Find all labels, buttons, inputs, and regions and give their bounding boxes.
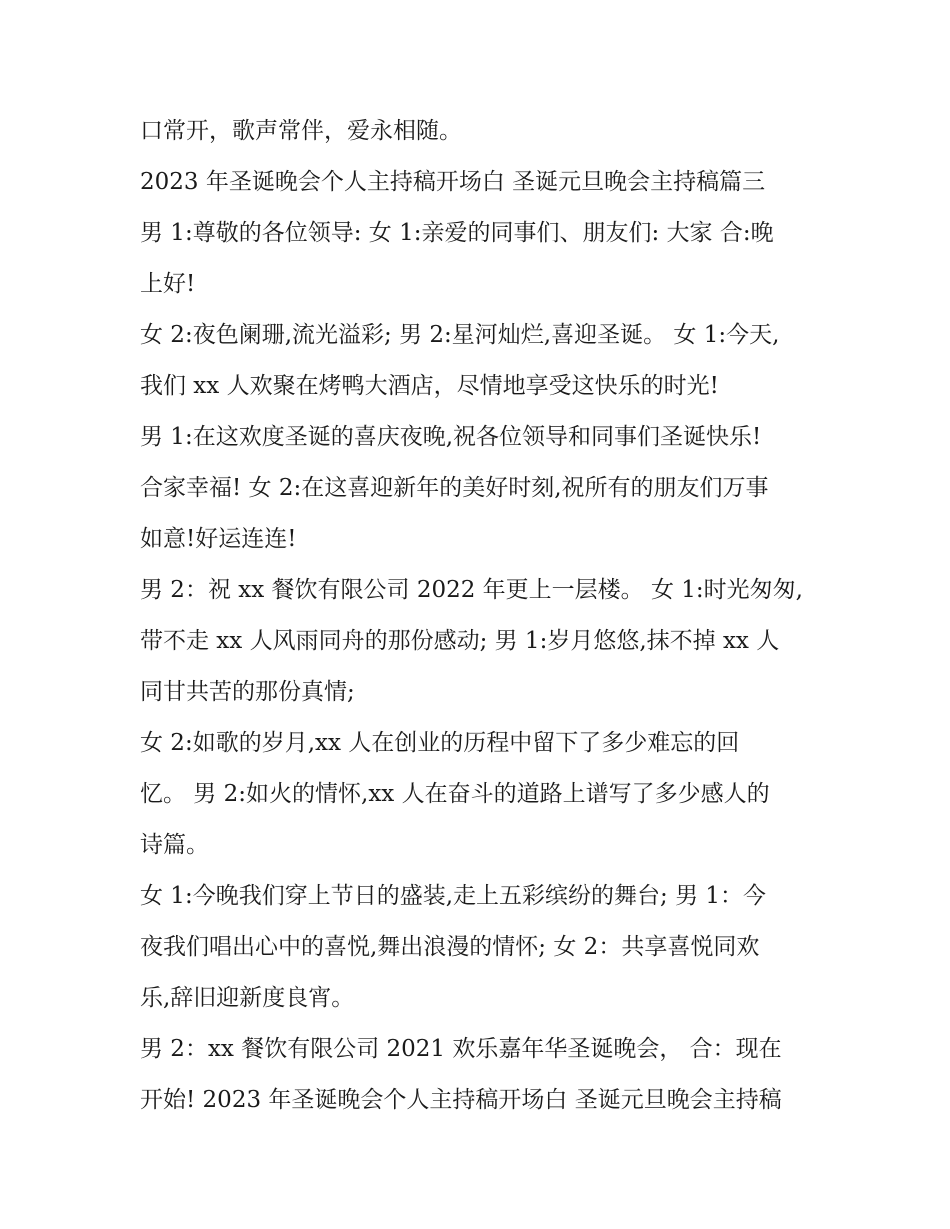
text-line: 女 1:今晚我们穿上节日的盛装,走上五彩缤纷的舞台; 男 1：今 bbox=[140, 883, 767, 909]
text-line: 乐,辞旧迎新度良宵。 bbox=[140, 985, 355, 1011]
text-line: 女 2:夜色阑珊,流光溢彩; 男 2:星河灿烂,喜迎圣诞。 女 1:今天, bbox=[140, 322, 780, 348]
text-line: 口常开，歌声常伴，爱永相随。 bbox=[140, 118, 462, 144]
text-line: 忆。 男 2:如火的情怀,xx 人在奋斗的道路上谱写了多少感人的 bbox=[140, 781, 770, 807]
text-line: 开始! 2023 年圣诞晚会个人主持稿开场白 圣诞元旦晚会主持稿 bbox=[140, 1087, 782, 1113]
text-line: 2023 年圣诞晚会个人主持稿开场白 圣诞元旦晚会主持稿篇三 bbox=[140, 169, 766, 195]
text-line: 男 2：祝 xx 餐饮有限公司 2022 年更上一层楼。 女 1:时光匆匆, bbox=[140, 577, 803, 603]
text-line: 男 1:尊敬的各位领导: 女 1:亲爱的同事们、朋友们: 大家 合:晚 bbox=[140, 220, 774, 246]
text-line: 男 2：xx 餐饮有限公司 2021 欢乐嘉年华圣诞晚会， 合：现在 bbox=[140, 1036, 782, 1062]
text-line: 夜我们唱出心中的喜悦,舞出浪漫的情怀; 女 2：共享喜悦同欢 bbox=[140, 934, 760, 960]
text-line: 女 2:如歌的岁月,xx 人在创业的历程中留下了多少难忘的回 bbox=[140, 730, 740, 756]
text-line: 合家幸福! 女 2:在这喜迎新年的美好时刻,祝所有的朋友们万事 bbox=[140, 475, 769, 501]
text-line: 男 1:在这欢度圣诞的喜庆夜晚,祝各位领导和同事们圣诞快乐! bbox=[140, 424, 762, 450]
text-line: 同甘共苦的那份真情; bbox=[140, 679, 355, 705]
text-line: 上好! bbox=[140, 271, 196, 297]
text-line: 如意!好运连连! bbox=[140, 526, 297, 552]
text-line: 我们 xx 人欢聚在烤鸭大酒店，尽情地享受这快乐的时光! bbox=[140, 373, 719, 399]
text-line: 诗篇。 bbox=[140, 832, 209, 858]
document-body bbox=[140, 106, 820, 1126]
text-line: 带不走 xx 人风雨同舟的那份感动; 男 1:岁月悠悠,抹不掉 xx 人 bbox=[140, 628, 780, 654]
